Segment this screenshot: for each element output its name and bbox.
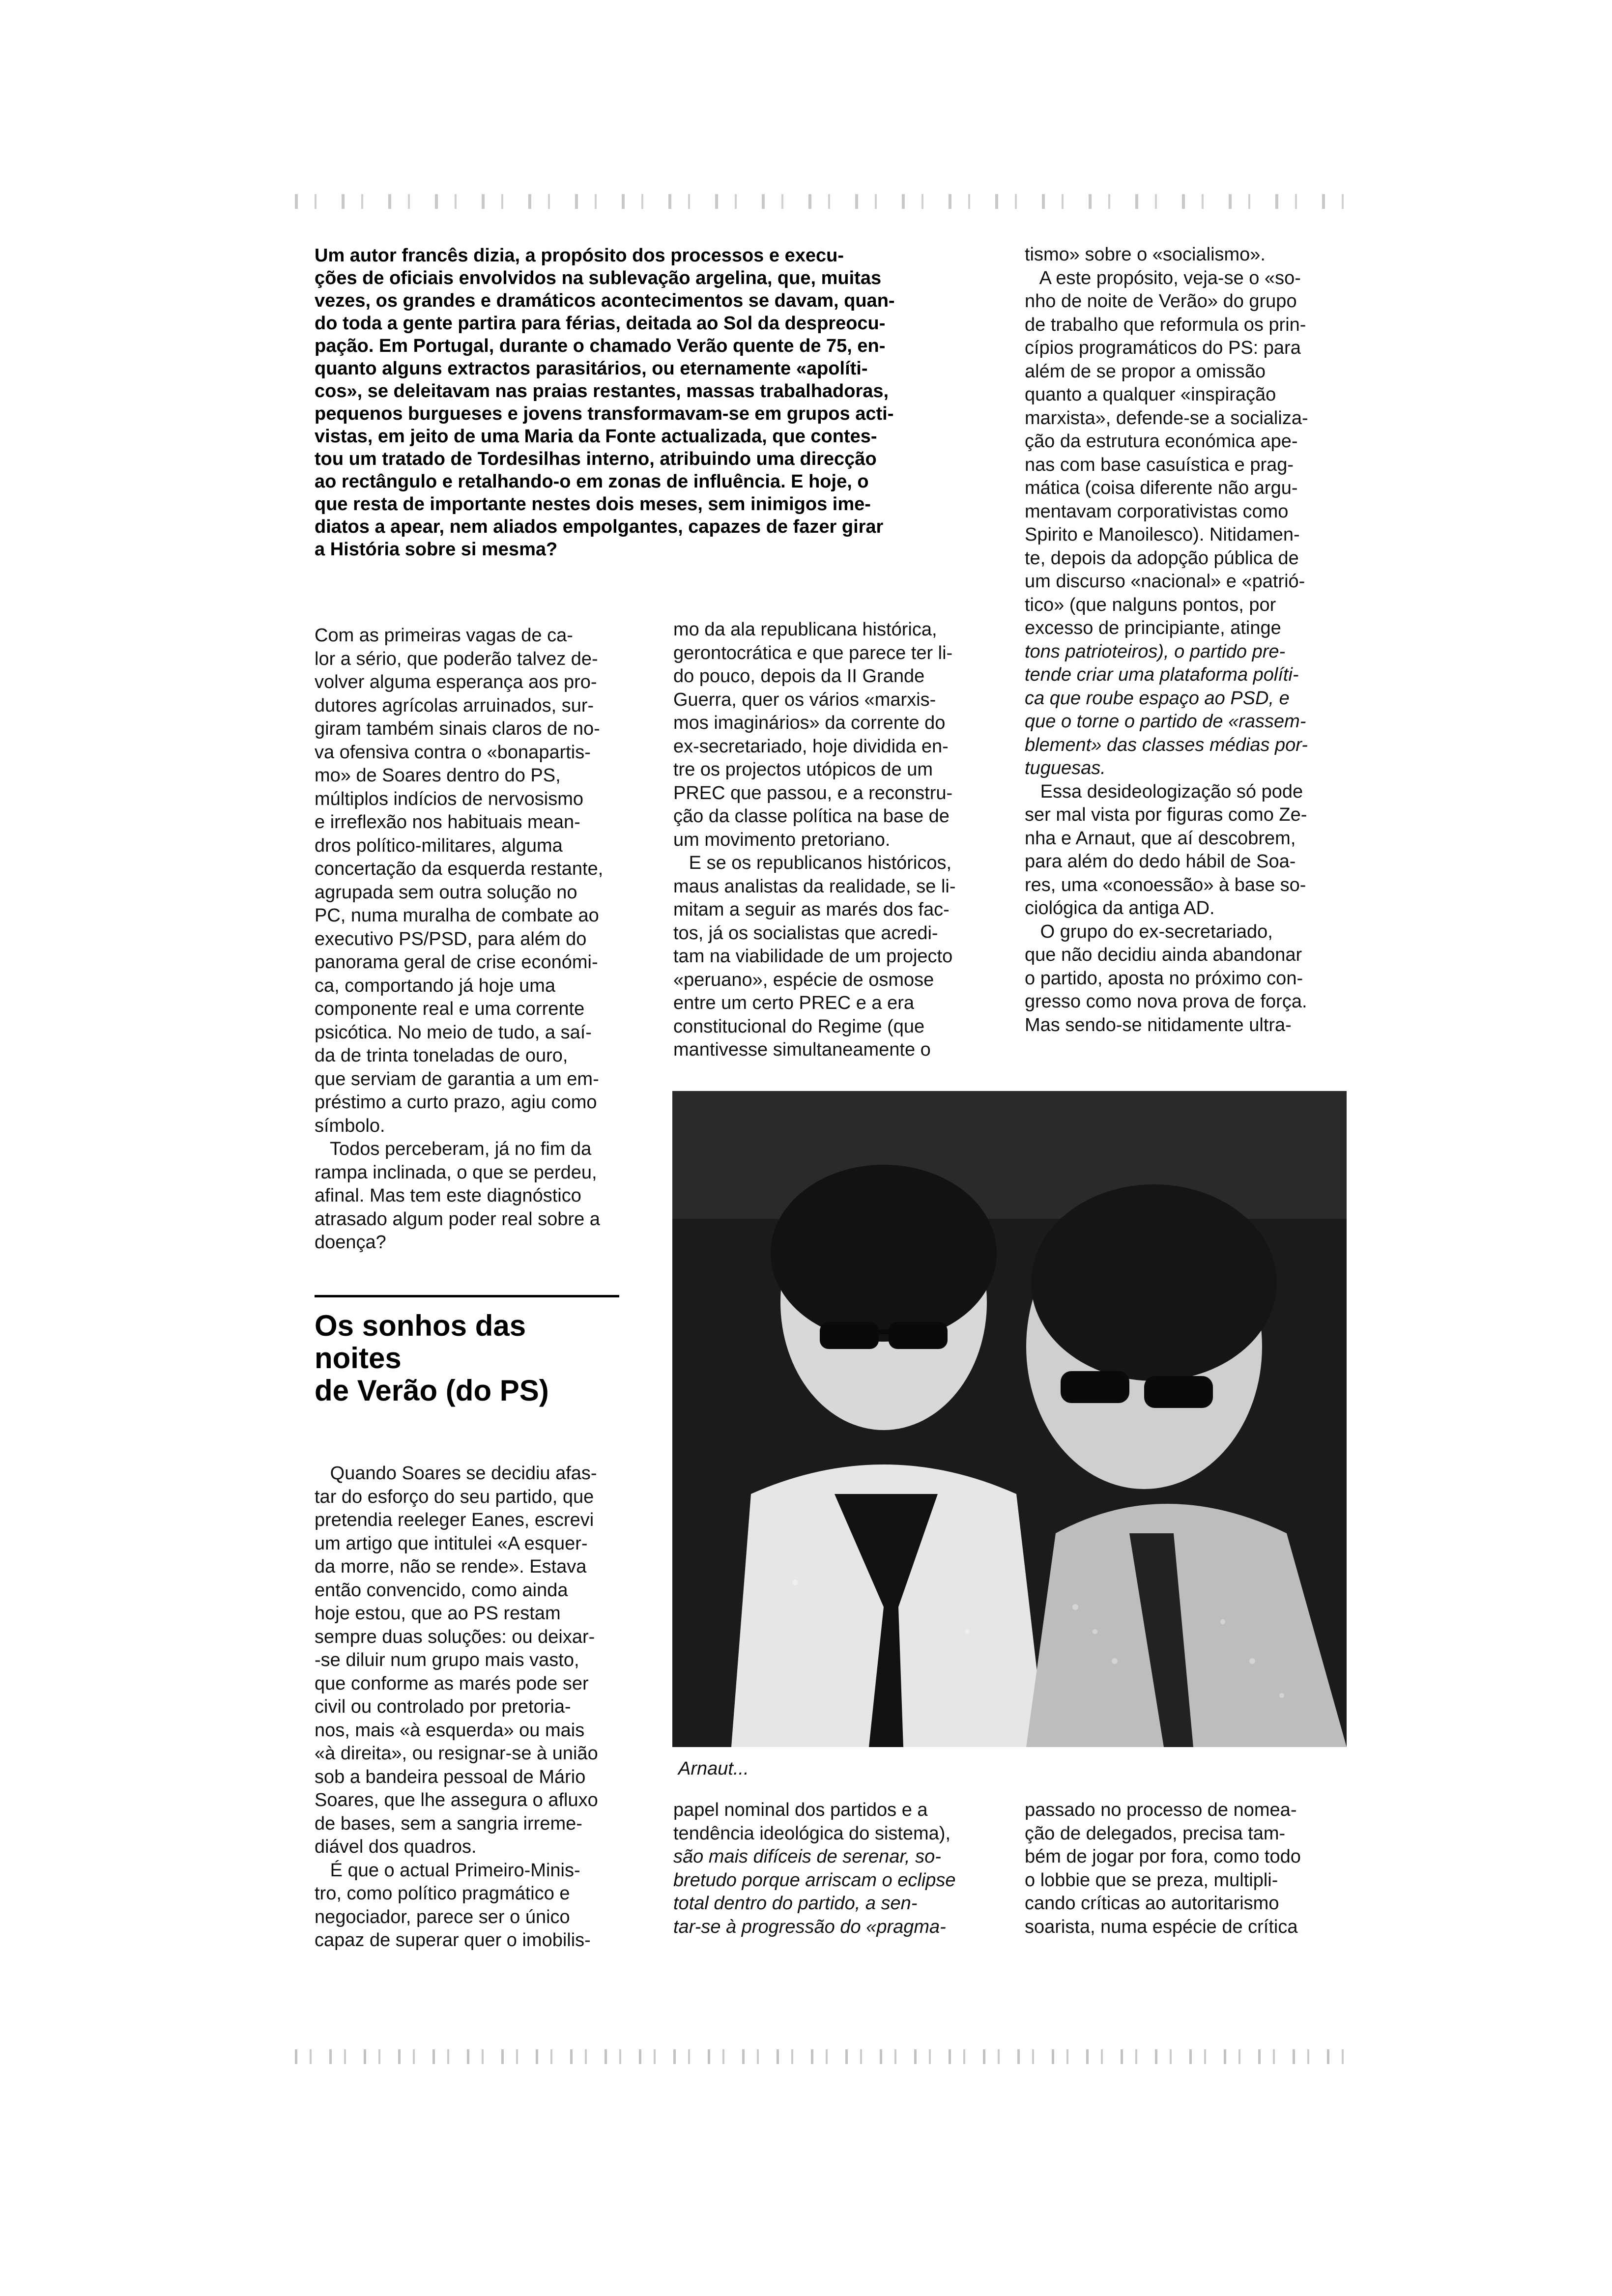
text-line: tons patrioteiros), o partido pre- [1025,641,1286,662]
text-line: negociador, parece ser o único [315,1906,570,1927]
text-line: hoje estou, que ao PS restam [315,1603,561,1624]
text-line: total dentro do partido, a sen- [673,1893,918,1914]
text-line: entre um certo PREC e a era [673,993,914,1013]
text-line: tuguesas. [1025,758,1106,778]
text-line: mos imaginários» da corrente do [673,713,946,733]
text-line: Quando Soares se decidiu afas- [315,1463,597,1484]
text-line: afinal. Mas tem este diagnóstico [315,1185,581,1206]
text-line: múltiplos indícios de nervosismo [315,788,584,809]
text-line: que serviam de garantia a um em- [315,1068,599,1090]
text-line: e irreflexão nos habituais mean- [315,812,580,832]
text-line: Spirito e Manoilesco). Nitidamen- [1025,524,1300,545]
text-line: ção da classe política na base de [673,806,950,827]
column-2-upper [673,618,998,1062]
text-line: res, uma «conoessão» à base so- [1025,874,1306,895]
text-line: gresso como nova prova de força. [1025,991,1307,1012]
photo-caption: Arnaut... [678,1758,749,1779]
text-line: «à direita», ou resignar-se à união [315,1743,598,1764]
text-line: doença? [315,1232,386,1253]
scan-noise-bottom [295,2049,1352,2064]
section-headline [315,1310,619,1407]
text-line: tar do esforço do seu partido, que [315,1486,594,1507]
text-line: bém de jogar por fora, como todo [1025,1846,1301,1867]
text-line: do toda a gente partira para férias, deitada ao Sol da despreocu- [315,313,886,334]
text-line: tendência ideológica do sistema), [673,1823,951,1844]
text-line: dros político-militares, alguma [315,835,563,856]
text-line: mática (coisa diferente não argu- [1025,478,1298,498]
text-line: o lobbie que se preza, multipli- [1025,1869,1278,1891]
text-line: que o torne o partido de «rassem- [1025,711,1306,732]
text-line: papel nominal dos partidos e a [673,1800,928,1820]
text-line: nos, mais «à esquerda» ou mais [315,1720,585,1741]
text-line: tar-se à progressão do «pragma- [673,1916,946,1937]
text-line: ção da estrutura económica ape- [1025,431,1298,452]
text-line: rampa inclinada, o que se perdeu, [315,1162,597,1183]
text-line: mentavam corporativistas como [1025,501,1289,522]
text-line: mantivesse simultaneamente o [673,1039,931,1060]
text-line: noites [315,1342,402,1375]
text-line: executivo PS/PSD, para além do [315,928,587,949]
text-line: do pouco, depois da II Grande [673,666,925,687]
text-line: nas com base casuística e prag- [1025,454,1294,475]
text-line: sempre duas soluções: ou deixar- [315,1626,595,1647]
text-line: ao rectângulo e retalhando-o em zonas de influência. E hoje, o [315,471,869,492]
text-line: são mais difíceis de serenar, so- [673,1846,941,1867]
scan-noise-top [295,194,1352,209]
text-line: maus analistas da realidade, se li- [673,876,956,897]
text-line: É que o actual Primeiro-Minis- [315,1860,580,1881]
text-line: que não decidiu ainda abandonar [1025,945,1302,965]
text-line: ção de delegados, precisa tam- [1025,1823,1286,1844]
text-line: cos», se deleitavam nas praias restantes, massas trabalhadoras, [315,381,889,402]
text-line: cando críticas ao autoritarismo [1025,1893,1279,1914]
text-line: volver alguma esperança aos pro- [315,672,597,692]
text-line: te, depois da adopção pública de [1025,547,1299,569]
text-line: Um autor francês dizia, a propósito dos processos e execu- [315,245,844,266]
text-line: diável dos quadros. [315,1837,477,1857]
text-line: pação. Em Portugal, durante o chamado Verão quente de 75, en- [315,336,886,356]
column-3-lower [1025,1799,1354,1939]
text-line: vezes, os grandes e dramáticos acontecimentos se davam, quan- [315,290,895,311]
column-2-lower [673,1799,998,1939]
text-line: um artigo que intitulei «A esquer- [315,1533,588,1554]
text-line: ser mal vista por figuras como Ze- [1025,804,1307,825]
text-line: tro, como político pragmático e [315,1883,570,1904]
text-line: agrupada sem outra solução no [315,882,577,903]
text-line: de Verão (do PS) [315,1374,549,1407]
text-line: PREC que passou, e a reconstru- [673,782,953,804]
text-line: então convencido, como ainda [315,1579,568,1601]
text-line: Com as primeiras vagas de ca- [315,625,573,646]
column-1-upper [315,624,629,1255]
text-line: tou um tratado de Tordesilhas interno, atribuindo uma direcção [315,449,877,469]
text-line: va ofensiva contra o «bonapartis- [315,742,591,763]
text-line: a História sobre si mesma? [315,539,558,560]
text-line: da de trinta toneladas de ouro, [315,1045,568,1066]
text-line: para além do dedo hábil de Soa- [1025,851,1296,872]
text-line: capaz de superar quer o imobilis- [315,1930,591,1951]
text-line: civil ou controlado por pretoria- [315,1696,571,1717]
text-line: tico» (que nalguns pontos, por [1025,594,1276,615]
text-line: tre os projectos utópicos de um [673,759,933,780]
text-line: giram também sinais claros de no- [315,718,600,739]
text-line: ciológica da antiga AD. [1025,898,1215,918]
text-line: tos, já os socialistas que acredi- [673,922,938,944]
text-line: psicótica. No meio de tudo, a saí- [315,1022,592,1043]
lead-paragraph [315,244,1008,561]
text-line: da morre, não se rende». Estava [315,1556,587,1577]
text-line: atrasado algum poder real sobre a [315,1208,600,1230]
text-line: quanto alguns extractos parasitários, ou eternamente «apolíti- [315,358,868,379]
text-line: soarista, numa espécie de crítica [1025,1916,1298,1937]
column-3-upper [1025,243,1354,1037]
text-line: pretendia reeleger Eanes, escrevi [315,1510,594,1530]
text-line: nha e Arnaut, que aí descobrem, [1025,828,1296,849]
text-line: tende criar uma plataforma políti- [1025,664,1299,685]
text-line: quanto a qualquer «inspiração [1025,384,1276,405]
text-line: Essa desideologização só pode [1025,781,1303,802]
column-1-lower [315,1462,629,1952]
text-line: nho de noite de Verão» do grupo [1025,291,1297,312]
text-line: um discurso «nacional» e «patrió- [1025,571,1305,592]
text-line: gerontocrática e que parece ter li- [673,642,953,663]
text-line: «peruano», espécie de osmose [673,969,934,990]
text-line: cípios programáticos do PS: para [1025,338,1301,358]
text-line: marxista», defende-se a socializa- [1025,407,1308,429]
text-line: mitam a seguir as marés dos fac- [673,899,950,920]
text-line: mo» de Soares dentro do PS, [315,765,561,786]
text-line: que resta de importante nestes dois meses, sem inimigos ime- [315,494,871,515]
text-line: blement» das classes médias por- [1025,734,1308,755]
text-line: concertação da esquerda restante, [315,859,604,879]
text-line: tismo» sobre o «socialismo». [1025,244,1266,265]
text-line: Todos perceberam, já no fim da [315,1139,592,1159]
text-line: além de se propor a omissão [1025,361,1266,382]
text-line: A este propósito, veja-se o «so- [1025,267,1301,288]
text-line: lor a sério, que poderão talvez de- [315,648,598,669]
text-line: de bases, sem a sangria irreme- [315,1813,582,1834]
text-line: Os sonhos das [315,1309,526,1342]
text-line: Mas sendo-se nitidamente ultra- [1025,1014,1292,1035]
text-line: bretudo porque arriscam o eclipse [673,1869,956,1891]
text-line: E se os republicanos históricos, [673,853,952,873]
text-line: de trabalho que reformula os prin- [1025,314,1306,335]
text-line: dutores agrícolas arruinados, sur- [315,695,594,716]
text-line: símbolo. [315,1115,385,1136]
photo-image [672,1091,1347,1747]
text-line: panorama geral de crise económi- [315,952,598,973]
text-line: diatos a apear, nem aliados empolgantes, capazes de fazer girar [315,517,884,537]
text-line: O grupo do ex-secretariado, [1025,921,1273,942]
text-line: préstimo a curto prazo, agiu como [315,1092,597,1113]
text-line: Guerra, quer os vários «marxis- [673,689,936,710]
text-line: tam na viabilidade de um projecto [673,946,953,967]
text-line: ex-secretariado, hoje dividida en- [673,736,949,757]
text-line: componente real e uma corrente [315,999,585,1019]
text-line: ções de oficiais envolvidos na sublevação argelina, que, muitas [315,268,882,288]
text-line: um movimento pretoriano. [673,829,891,850]
text-line: constitucional do Regime (que [673,1016,925,1037]
text-line: ca, comportando já hoje uma [315,975,556,996]
section-rule [315,1295,619,1297]
text-line: pequenos burgueses e jovens transformavam-se em grupos acti- [315,403,894,424]
text-line: sob a bandeira pessoal de Mário [315,1766,586,1787]
text-line: excesso de principiante, atinge [1025,618,1281,638]
text-line: PC, numa muralha de combate ao [315,905,599,926]
text-line: Soares, que lhe assegura o afluxo [315,1790,598,1810]
text-line: -se diluir num grupo mais vasto, [315,1650,579,1670]
text-line: ca que roube espaço ao PSD, e [1025,688,1290,709]
text-line: passado no processo de nomea- [1025,1800,1297,1820]
photo-arnaut [672,1091,1347,1747]
text-line: mo da ala republicana histórica, [673,619,937,640]
text-line: que conforme as marés pode ser [315,1673,589,1694]
text-line: o partido, aposta no próximo con- [1025,968,1303,989]
text-line: vistas, em jeito de uma Maria da Fonte actualizada, que contes- [315,426,877,447]
